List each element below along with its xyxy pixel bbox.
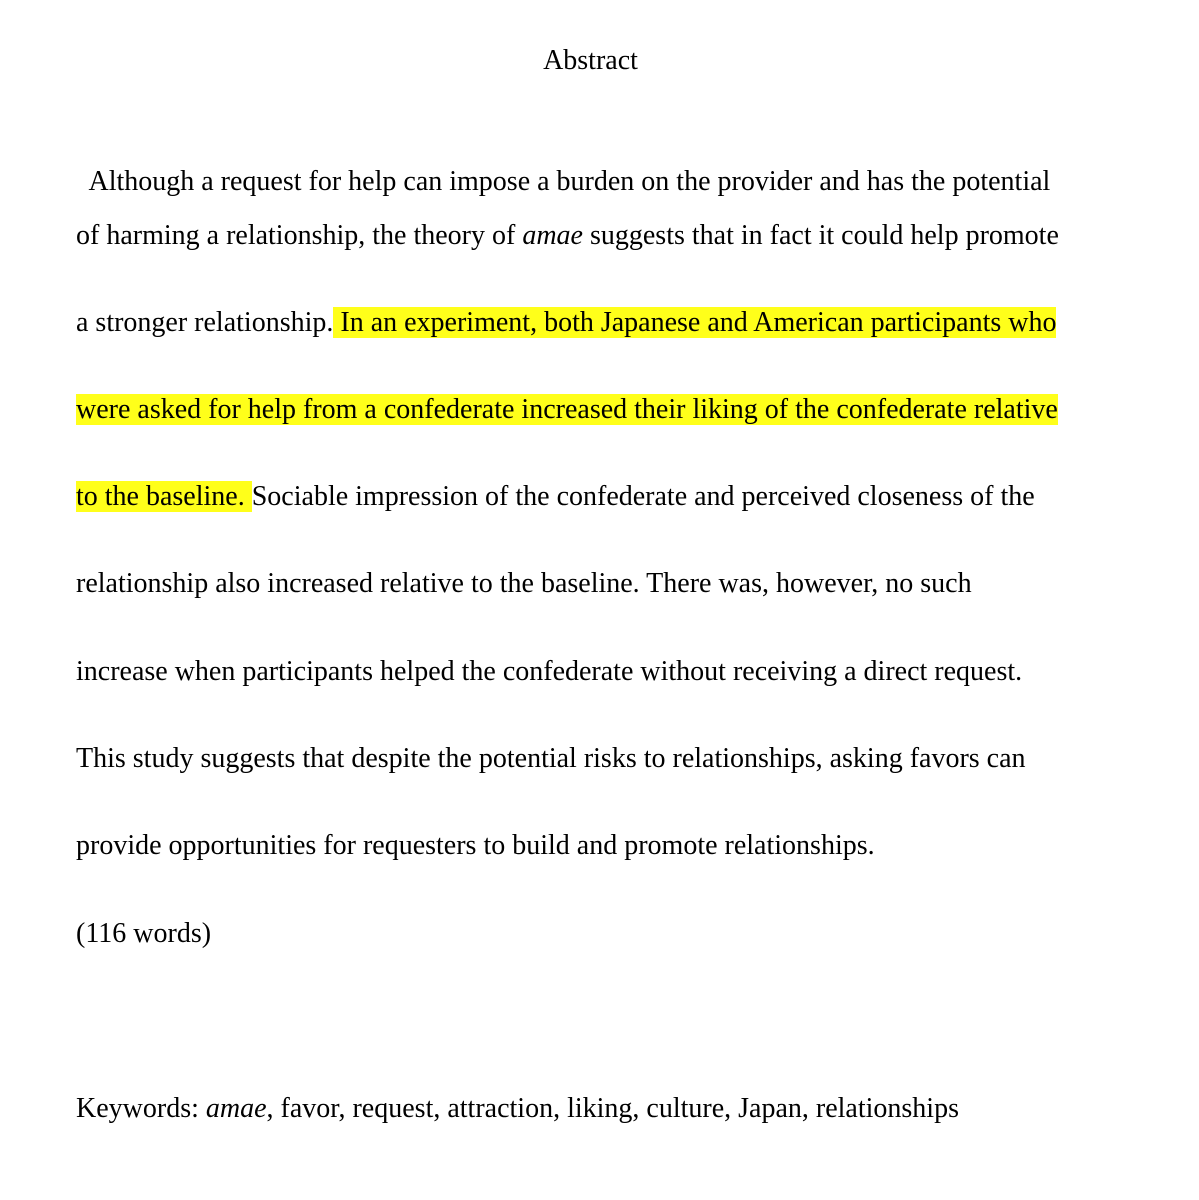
abstract-line	[76, 655, 1022, 689]
abstract-line	[76, 742, 1026, 776]
abstract-line	[76, 567, 972, 601]
abstract-text: of harming a relationship, the theory of	[76, 220, 523, 251]
abstract-line	[76, 393, 1058, 427]
abstract-text: provide opportunities for requesters to build and promote relationships.	[76, 830, 875, 861]
abstract-text: increase when participants helped the confederate without receiving a direct request.	[76, 656, 1023, 687]
abstract-text: Although a request for help can impose a burden on the provider and has the potential	[88, 166, 1051, 197]
abstract-heading: Abstract	[543, 45, 638, 76]
keywords-label: Keywords:	[76, 1093, 206, 1124]
keywords-line	[76, 1092, 959, 1126]
highlighted-text: In an experiment, both Japanese and American participants who	[333, 307, 1057, 338]
abstract-text: relationship also increased relative to the baseline. There was, however, no such	[76, 568, 972, 599]
abstract-line	[76, 480, 1035, 514]
highlighted-text: to the baseline.	[76, 481, 252, 512]
highlighted-text: were asked for help from a confederate increased their liking of the confederate relative	[76, 394, 1058, 425]
abstract-text: Sociable impression of the confederate and perceived closeness of the	[251, 481, 1035, 512]
abstract-line	[76, 306, 1056, 340]
abstract-text: a stronger relationship.	[76, 307, 334, 338]
abstract-line	[76, 131, 1051, 197]
keywords-list: , favor, request, attraction, liking, culture, Japan, relationships	[266, 1093, 959, 1124]
term-amae: amae	[522, 220, 583, 251]
abstract-line	[76, 829, 875, 863]
abstract-line	[76, 219, 1059, 253]
word-count: (116 words)	[76, 918, 212, 949]
keyword-amae: amae	[205, 1093, 267, 1124]
abstract-text: This study suggests that despite the potential risks to relationships, asking favors can	[76, 743, 1026, 774]
abstract-text: suggests that in fact it could help promote	[582, 220, 1059, 251]
